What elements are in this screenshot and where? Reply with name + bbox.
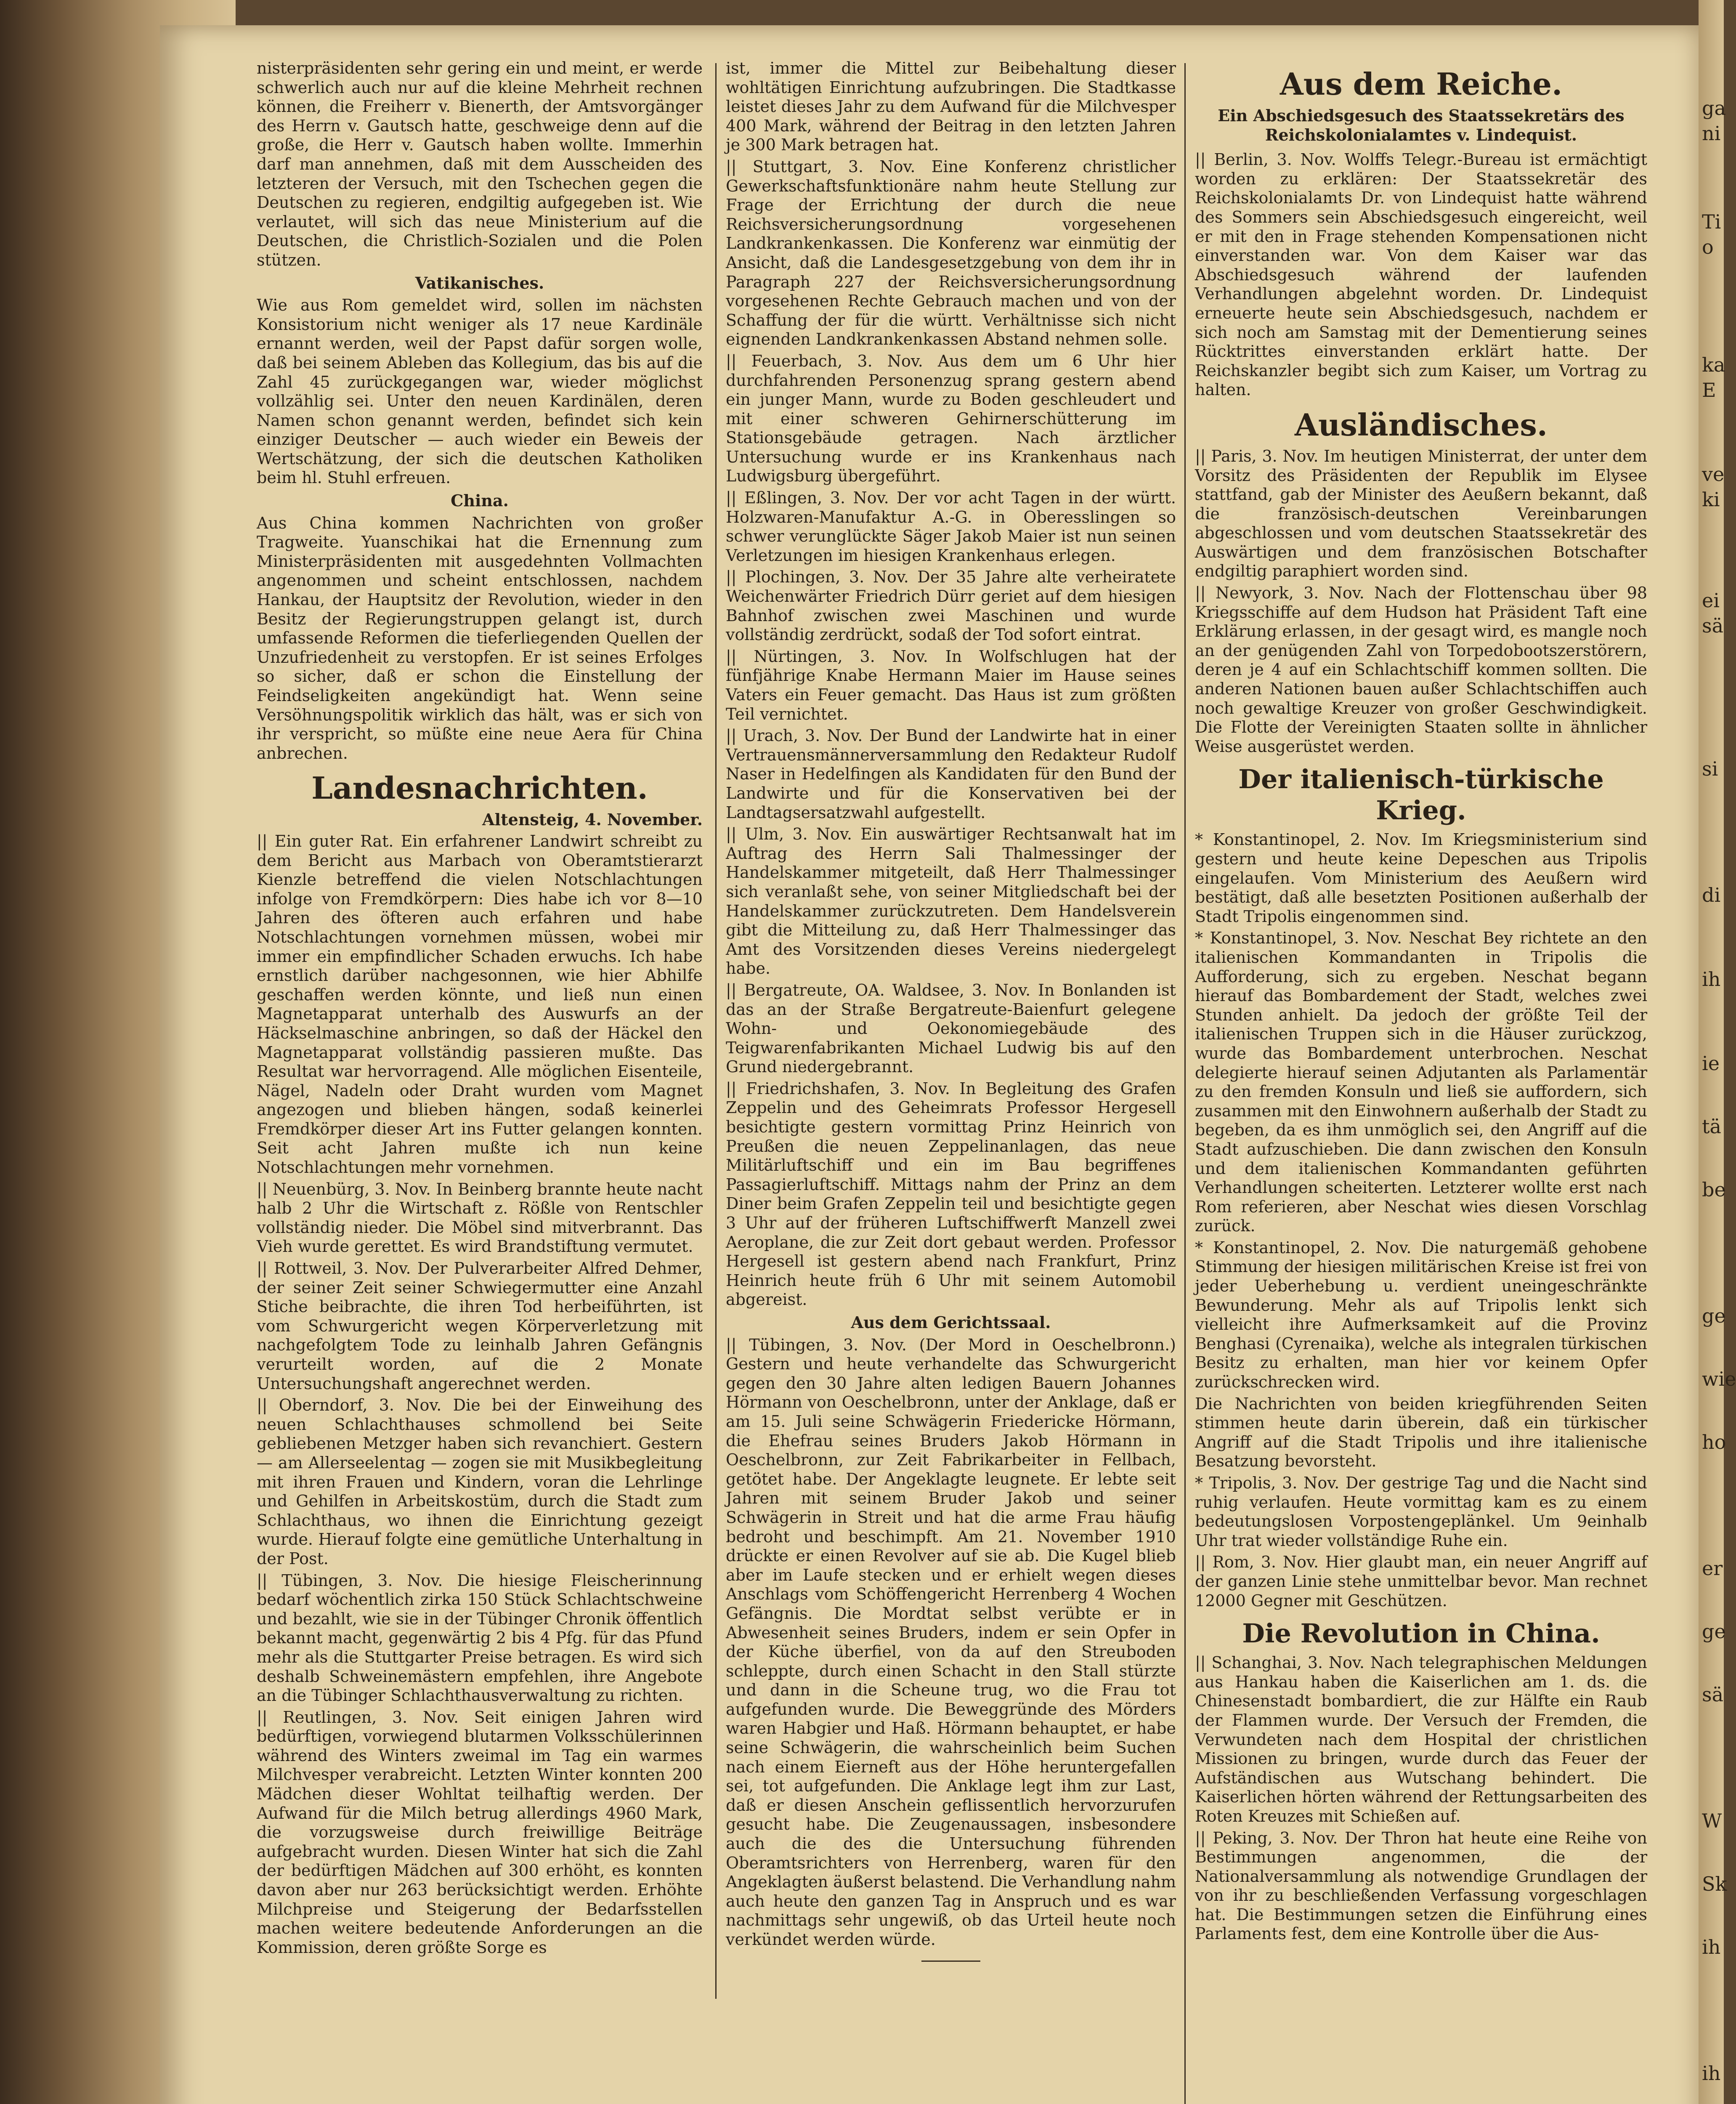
article-text: * Konstantinopel, 3. Nov. Neschat Bey richtete an den italienischen Kommandanten in Tripolis die Aufforderung, sich zu ergeben. Neschat begann hierauf das Bombardement der Stadt, welches zwei Stunden anhielt. Da jedoch der größte Teil der italienischen Truppen sich in die Häuser zurückzog, wurde das Bombardement unterbrochen. Neschat delegierte hierauf seinen Adjutanten als Parlamentär zu den fremden Konsuln und ließ sie auffordern, sich zusammen mit den Einwohnern außerhalb der Stadt zu begeben, da es ihm unmöglich sei, den Angriff auf die Stadt aufzuschieben. Die dann zwischen den Konsuln und dem italienischen Kommandanten geführten Verhandlungen scheiterten. Letzterer wollte erst nach Rom referieren, aber Neschat wies diesen Vorschlag zurück. (1195, 929, 1647, 1235)
column-1 (257, 59, 703, 1957)
section-heading: Aus dem Gerichtssaal. (851, 1313, 1051, 1332)
article-text: nisterpräsidenten sehr gering ein und meint, er werde schwerlich auch nur auf die kleine Mehrheit rechnen können, die Freiherr v. Bienerth, der Amtsvorgänger des Herrn v. Gautsch hatte, geschweige denn auf die große, die Herr v. Gautsch haben wollte. Immerhin darf man annehmen, daß mit dem Ausscheiden des letzteren der Versuch, mit den Tschechen gegen die Deutschen zu regieren, endgiltig aufgegeben ist. Wie verlautet, will sich das neue Ministerium auf die Deutschen, die Christlich-Sozialen und die Polen stützen. (257, 59, 703, 269)
section-title: Die Revolution in China. (1242, 1618, 1600, 1649)
column-rule-1 (715, 63, 717, 1999)
article-text: || Schanghai, 3. Nov. Nach telegraphischen Meldungen aus Hankau haben die Kaiserlichen am 1. ds. die Chinesenstadt bombardiert, die zur Hälfte ein Raub der Flammen wurde. Der Versuch der Fremden, die Verwundeten nach dem Hospital der christlichen Missionen zu bringen, wurde durch das Feuer der Aufständischen aus Wutschang behindert. Die Kaiserlichen hörten während der Rettungsarbeiten des Roten Kreuzes mit Schießen auf. (1195, 1653, 1647, 1825)
article-text: || Berlin, 3. Nov. Wolffs Telegr.-Bureau ist ermächtigt worden zu erklären: Der Staatssekretär des Reichskolonialamts Dr. von Lindequist hatte während des Sommers sein Abschiedsgesuch eingereicht, weil er mit den in Frage stehenden Kompensationen nicht einverstanden war. Von dem Kaiser war das Abschiedsgesuch während der laufenden Verhandlungen abgelehnt worden. Dr. Lindequist erneuerte heute sein Abschiedsgesuch, nachdem er sich noch am Samstag mit der Dementierung seines Rücktrittes einverstanden erklärt hatte. Der Reichskanzler begibt sich zum Kaiser, um Vortrag zu halten. (1195, 150, 1647, 399)
section-title: Landesnachrichten. (311, 770, 648, 806)
edge-text: ih (1702, 1936, 1721, 1958)
section-heading: China. (451, 491, 509, 510)
section-heading: Vatikanisches. (415, 273, 544, 292)
article-text: || Newyork, 3. Nov. Nach der Flottenschau über 98 Kriegsschiffe auf dem Hudson hat Präsident Taft eine Erklärung erlassen, in der gesagt wird, es mangle noch an der genügenden Zahl von Torpedobootszerstörern, deren je 4 auf ein Schlachtschiff kommen sollten. Die anderen Nationen bauen außer Schlachtschiffen auch noch gewaltige Kreuzer von großer Geschwindigkeit. Die Flotte der Vereinigten Staaten sollte in ähnlicher Weise ausgerüstet werden. (1195, 584, 1647, 756)
article-text: || Oberndorf, 3. Nov. Die bei der Einweihung des neuen Schlachthauses schmollend bei Seite gebliebenen Metzger haben sich revanchiert. Gestern — am Allerseelentag — zogen sie mit Musikbegleitung mit ihren Frauen und Kindern, voran die Lehrlinge und Gehilfen in Arbeitskostüm, durch die Stadt zum Schlachthaus, wo ihnen die Einrichtung gezeigt wurde. Hierauf folgte eine gemütliche Unterhaltung in der Post. (257, 1396, 703, 1568)
article-text: || Stuttgart, 3. Nov. Eine Konferenz christlicher Gewerkschaftsfunktionäre nahm heute Stellung zur Frage der Errichtung der durch die neue Reichsversicherungsordnung vorgesehenen Landkrankenkassen. Die Konferenz war einmütig der Ansicht, daß die Landesgesetzgebung von dem ihr in Paragraph 227 der Reichsversicherungsordnung vorgesehenen Rechte Gebrauch machen und von der Schaffung der für die württ. Verhältnisse sich nicht eignenden Landkrankenkassen Abstand nehmen solle. (726, 157, 1176, 349)
article-text: || Bergatreute, OA. Waldsee, 3. Nov. In Bonlanden ist das an der Straße Bergatreute-Baienfurt gelegene Wohn- und Oekonomiegebäude des Teigwarenfabrikanten Michael Ludwig bis auf den Grund niedergebrannt. (726, 980, 1176, 1076)
edge-text: si (1702, 757, 1718, 780)
edge-text: ie (1702, 1052, 1720, 1075)
edge-text: er (1702, 1557, 1723, 1580)
edge-text: di (1702, 884, 1721, 906)
edge-text: W (1702, 1809, 1722, 1832)
article-text: || Ein guter Rat. Ein erfahrener Landwirt schreibt zu dem Bericht aus Marbach von Oberamtstierarzt Kienzle betreffend die vielen Notschlachtungen infolge von Fremdkörpern: Dies habe ich vor 8—10 Jahren des öfteren auch erfahren und habe Notschlachtungen vornehmen müssen, wobei mir immer ein empfindlicher Schaden erwuchs. Ich habe ernstlich darüber nachgesonnen, wie hier Abhilfe geschaffen werden könnte, und ließ nun einen Magnetapparat unterhalb des Auswurfs an der Häckselmaschine anbringen, so daß der Häckel den Magnetapparat vollständig passieren mußte. Das Resultat war hervorragend. Alle möglichen Eisenteile, Nägel, Nadeln oder Draht wurden vom Magnet angezogen und blieben hängen, sodaß keinerlei Fremdkörper dieser Art ins Futter gelangen konnten. Seit acht Jahren mußte ich nun keine Notschlachtungen mehr vornehmen. (257, 832, 703, 1177)
dateline: Altensteig, 4. November. (482, 810, 703, 829)
edge-text: ho (1702, 1431, 1726, 1453)
article-text: * Konstantinopel, 2. Nov. Die naturgemäß gehobene Stimmung der hiesigen militärischen Kreise ist frei von jeder Ueberhebung u. verdient uneingeschränkte Bewunderung. Mehr als auf Tripolis lenkt sich vielleicht ihre Aufmerksamkeit auf die Provinz Benghasi (Cyrenaika), welche als integralen türkischen Besitz zu erhalten, man hier vor keinem Opfer zurückschrecken wird. (1195, 1238, 1647, 1392)
edge-text: sä (1702, 614, 1724, 637)
edge-text: be (1702, 1178, 1726, 1201)
edge-text: ih (1702, 968, 1721, 991)
article-text: || Rom, 3. Nov. Hier glaubt man, ein neuer Angriff auf der ganzen Linie stehe unmittelbar bevor. Man rechnet 12000 Gegner mit Geschützen. (1195, 1553, 1647, 1610)
section-subtitle: Ein Abschiedsgesuch des Staatssekretärs des Reichskolonialamtes v. Lindequist. (1218, 106, 1625, 144)
article-text: || Feuerbach, 3. Nov. Aus dem um 6 Uhr hier durchfahrenden Personenzug sprang gestern abend ein junger Mann, wurde zu Boden geschleudert und mit einer schweren Gehirnerschütterung im Stationsgebäude getragen. Nach ärztlicher Untersuchung wurde er ins Krankenhaus nach Ludwigsburg übergeführt. (726, 351, 1176, 486)
edge-text: ge (1702, 1304, 1726, 1327)
section-title: Aus dem Reiche. (1279, 66, 1563, 102)
column-2 (726, 59, 1176, 1973)
closing-rule (921, 1961, 980, 1962)
next-page-edge (1699, 0, 1736, 2104)
article-text: ist, immer die Mittel zur Beibehaltung dieser wohltätigen Einrichtung aufzubringen. Die Stadtkasse leistet dieses Jahr zu dem Aufwand für die Milchvesper 400 Mark, während der Beitrag in den letzten Jahren je 300 Mark betragen hat. (726, 59, 1176, 154)
article-text: || Peking, 3. Nov. Der Thron hat heute eine Reihe von Bestimmungen angenommen, die der Nationalversammlung als notwendige Grundlagen der von ihr zu beschließenden Verfassung vorgeschlagen hat. Die Bestimmungen setzen die Einführung eines Parlaments fest, dem eine Kontrolle über die Aus- (1195, 1828, 1647, 1943)
article-text: || Urach, 3. Nov. Der Bund der Landwirte hat in einer Vertrauensmännerversammlung den Redakteur Rudolf Naser in Hedelfingen als Kandidaten für den Bund der Landwirte und für die Konservativen bei der Landtagsersatzwahl aufgestellt. (726, 726, 1176, 822)
edge-text: ih (1702, 2062, 1721, 2085)
section-title: Ausländisches. (1295, 406, 1548, 443)
article-text: || Eßlingen, 3. Nov. Der vor acht Tagen in der württ. Holzwaren-Manufaktur A.-G. in Oberesslingen so schwer verunglückte Säger Jakob Maier ist nun seinen Verletzungen im hiesigen Krankenhaus erlegen. (726, 489, 1176, 565)
column-rule-2 (1184, 63, 1186, 2104)
article-text: || Nürtingen, 3. Nov. In Wolfschlugen hat der fünfjährige Knabe Hermann Maier im Hause seines Vaters ein Feuer gemacht. Das Haus ist zum größten Teil vernichtet. (726, 647, 1176, 723)
article-text: || Plochingen, 3. Nov. Der 35 Jahre alte verheiratete Weichenwärter Friedrich Dürr geriet auf dem hiesigen Bahnhof zwischen zwei Maschinen und wurde vollständig zerdrückt, sodaß der Tod sofort eintrat. (726, 568, 1176, 644)
article-text: Die Nachrichten von beiden kriegführenden Seiten stimmen heute darin überein, daß ein türkischer Angriff auf die Stadt Tripolis und ihre italienische Besatzung bevorsteht. (1195, 1394, 1647, 1471)
edge-text: ga (1702, 97, 1726, 120)
article-text: || Ulm, 3. Nov. Ein auswärtiger Rechtsanwalt hat im Auftrag des Herrn Sali Thalmessinger der Handelskammer mitgeteilt, daß Herr Thalmessinger sich veranlaßt sehe, von seiner Mitgliedschaft bei der Handelskammer zurückzutreten. Dem Handelsverein gibt die Mitteilung zu, daß Herr Thalmessinger das Amt des Vorsitzenden dieses Vereins niedergelegt habe. (726, 825, 1176, 978)
article-text: Aus China kommen Nachrichten von großer Tragweite. Yuanschikai hat die Ernennung zum Ministerpräsidenten mit ausgedehnten Vollmachten angenommen und scheint entschlossen, nachdem Hankau, der Hauptsitz der Revolution, wieder in den Besitz der Regierungstruppen gelangt ist, durch umfassende Reformen die tieferliegenden Quellen der Unzufriedenheit zu verstopfen. Er ist seines Erfolges so sicher, daß er schon die Einstellung der Feindseligkeiten angekündigt hat. Wenn seine Versöhnungspolitik wirklich das hält, was er sich von ihr verspricht, so müßte eine neue Aera für China anbrechen. (257, 513, 703, 762)
article-text: * Tripolis, 3. Nov. Der gestrige Tag und die Nacht sind ruhig verlaufen. Heute vormittag kam es zu einem bedeutungslosen Vorpostengeplänkel. Um 9einhalb Uhr trat wieder vollständige Ruhe ein. (1195, 1474, 1647, 1550)
edge-text: ka (1702, 353, 1725, 376)
article-text: || Tübingen, 3. Nov. Die hiesige Fleischerinnung bedarf wöchentlich zirka 150 Stück Schlachtschweine und bezahlt, wie sie in der Tübinger Chronik öffentlich bekannt macht, gegenwärtig 2 bis 4 Pfg. für das Pfund mehr als die Stuttgarter Preise betragen. Es wird sich deshalb Schweinemästern empfehlen, ihre Angebote an die Tübinger Schlachthausverwaltung zu richten. (257, 1571, 703, 1705)
article-text: || Rottweil, 3. Nov. Der Pulverarbeiter Alfred Dehmer, der seiner Zeit seiner Schwiegermutter eine Anzahl Stiche beibrachte, die ihren Tod herbeiführten, ist vom Schwurgericht wegen Körperverletzung mit nachgefolgtem Tode zu leinhalb Jahren Gefängnis verurteilt worden, auf die 2 Monate Untersuchungshaft angerechnet werden. (257, 1259, 703, 1393)
article-text: Wie aus Rom gemeldet wird, sollen im nächsten Konsistorium nicht weniger als 17 neue Kardinäle ernannt werden, weil der Papst dafür sorgen wolle, daß bei seinem Ableben das Kollegium, das bis auf die Zahl 45 zurückgegangen war, wieder möglichst vollzählig sei. Unter den neuen Kardinälen, deren Namen schon genannt werden, befindet sich kein einziger Deutscher — auch wieder ein Beweis der Wertschätzung, der sich die deutschen Katholiken beim hl. Stuhl erfreuen. (257, 296, 703, 487)
edge-text: ki (1702, 488, 1720, 511)
edge-text: wie (1702, 1368, 1736, 1390)
article-text: || Paris, 3. Nov. Im heutigen Ministerrat, der unter dem Vorsitz des Präsidenten der Republik im Elysee stattfand, gab der Minister des Aeußern bekannt, daß die französisch-deutschen Vereinbarungen abgeschlossen und vom deutschen Staatssekretär des Auswärtigen und dem französischen Botschafter endgiltig paraphiert worden sind. (1195, 446, 1647, 581)
article-text: || Tübingen, 3. Nov. (Der Mord in Oeschelbronn.) Gestern und heute verhandelte das Schwurgericht gegen den 30 Jahre alten ledigen Bauern Johannes Hörmann von Oeschelbronn, unter der Anklage, daß er am 15. Juli seine Schwägerin Friedericke Hörmann, die Ehefrau seines Bruders Jakob Hörmann in Oeschelbronn, zur Zeit Fabrikarbeiter in Fellbach, getötet habe. Der Angeklagte leugnete. Er lebte seit Jahren mit seinem Bruder Jakob und seiner Schwägerin in Streit und hat die arme Frau häufig bedroht und beschimpft. Am 21. November 1910 drückte er einen Revolver auf sie ab. Die Kugel blieb aber im Laufe stecken und er erhielt wegen dieses Anschlags vom Schöffengericht Herrenberg 4 Wochen Gefängnis. Die Mordtat selbst verübte er in Abwesenheit seines Bruders, indem er sein Opfer in der Küche überfiel, von da auf den Streuboden schleppte, durch einen Schacht in den Stall stürzte und dann in die Scheune trug, wo die Frau tot aufgefunden wurde. Die Beweggründe des Mörders waren Habgier und Haß. Hörmann behauptet, er habe seine Schwägerin, die wahrscheinlich beim Suchen nach einem Eierneft aus der Höhe heruntergefallen sei, tot aufgefunden. Die Anklage legt ihm zur Last, daß er diesen Anschein geflissentlich hervorzurufen gesucht habe. Die Zeugenaussagen, insbesondere auch die des die Untersuchung führenden Oberamtsrichters von Herrenberg, waren für den Angeklagten äußerst belastend. Die Verhandlung nahm auch heute den ganzen Tag in Anspruch und es war nachmittags sehr ungewiß, ob das Urteil heute noch verkündet werden würde. (726, 1335, 1176, 1949)
edge-text: tä (1702, 1115, 1721, 1138)
edge-text: ni (1702, 122, 1721, 145)
edge-text: Ti (1702, 210, 1721, 233)
edge-text: ve (1702, 463, 1725, 486)
edge-text: ei (1702, 589, 1720, 612)
article-text: || Neuenbürg, 3. Nov. In Beinberg brannte heute nacht halb 2 Uhr die Wirtschaft z. Rößle von Rentschler vollständig nieder. Die Möbel sind mitverbrannt. Das Vieh wurde gerettet. Es wird Brandstiftung vermutet. (257, 1180, 703, 1256)
article-text: || Reutlingen, 3. Nov. Seit einigen Jahren wird bedürftigen, vorwiegend blutarmen Volksschülerinnen während des Winters zweimal im Tag ein warmes Milchvesper verabreicht. Letzten Winter konnten 200 Mädchen dieser Wohltat teilhaftig werden. Der Aufwand für die Milch betrug allerdings 4960 Mark, die vorzugsweise durch freiwillige Beiträge aufgebracht wurden. Diesen Winter hat sich die Zahl der bedürftigen Mädchen auf 300 erhöht, es konnten davon aber nur 263 berücksichtigt werden. Erhöhte Milchpreise und Steigerung der Bedarfsstellen machen weitere bedeutende Anforderungen an die Kommission, deren größte Sorge es (257, 1708, 703, 1957)
edge-text: Sk (1702, 1873, 1727, 1895)
edge-text: E (1702, 379, 1716, 401)
edge-text: ge (1702, 1620, 1726, 1643)
edge-text: sä (1702, 1683, 1724, 1706)
edge-text: o (1702, 236, 1714, 258)
column-3 (1195, 59, 1647, 1944)
section-title: Der italienisch-türkische Krieg. (1238, 764, 1604, 826)
article-text: || Friedrichshafen, 3. Nov. In Begleitung des Grafen Zeppelin und des Geheimrats Professor Hergesell besichtigte gestern vormittag Prinz Heinrich von Preußen die neuen Zeppelinanlagen, das neue Militärluftschiff und ein im Bau begriffenes Passagierluftschiff. Mittags nahm der Prinz an dem Diner beim Grafen Zeppelin teil und besichtigte gegen 3 Uhr auf der früheren Luftschiffwerft Manzell zwei Aeroplane, die zur Zeit dort gebaut werden. Professor Hergesell ist gestern abend nach Frankfurt, Prinz Heinrich heute früh 6 Uhr mit seinem Automobil abgereist. (726, 1079, 1176, 1309)
article-text: * Konstantinopel, 2. Nov. Im Kriegsministerium sind gestern und heute keine Depeschen aus Tripolis eingelaufen. Vom Ministerium des Aeußern wird bestätigt, daß alle besetzten Positionen außerhalb der Stadt Tripolis eingenommen sind. (1195, 830, 1647, 926)
